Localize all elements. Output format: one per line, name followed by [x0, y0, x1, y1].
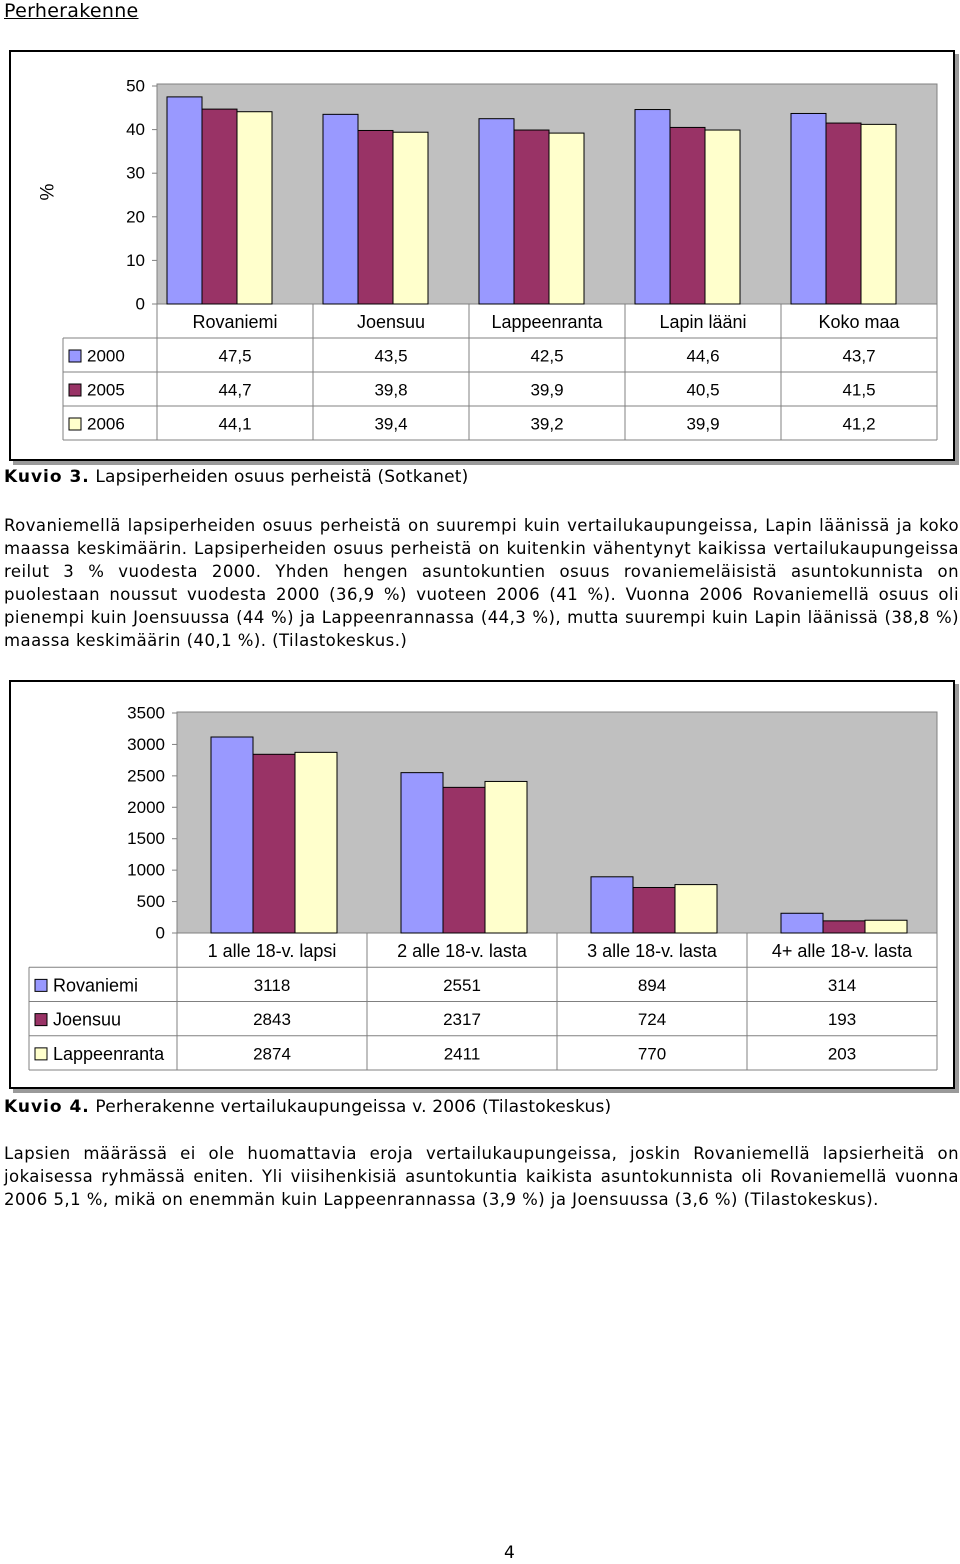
- x-tick-label: Koko maa: [818, 312, 900, 332]
- data-label: 42,5: [530, 346, 564, 366]
- figure-3-caption: [4, 467, 468, 487]
- legend-key: [69, 418, 81, 430]
- data-label: 39,2: [530, 414, 564, 434]
- legend-label: Rovaniemi: [53, 975, 139, 996]
- data-label: 44,6: [686, 346, 720, 366]
- y-tick-label: 3000: [127, 734, 165, 754]
- legend-label: 2006: [87, 414, 125, 434]
- bar: [253, 754, 295, 933]
- page-number: 4: [504, 1543, 515, 1563]
- data-label: 2874: [253, 1044, 291, 1064]
- legend-key: [69, 350, 81, 362]
- data-label: 724: [637, 1010, 667, 1030]
- bar: [591, 877, 633, 933]
- y-tick-label: 0: [155, 923, 165, 943]
- page-header: Perherakenne: [4, 0, 139, 22]
- bar: [323, 114, 358, 304]
- bar: [635, 110, 670, 304]
- bar: [358, 130, 393, 304]
- chart-family-share-svg: [11, 52, 953, 459]
- y-tick-label: 50: [126, 76, 145, 96]
- x-tick-label: Lappeenranta: [491, 312, 603, 332]
- data-label: 39,8: [374, 380, 408, 400]
- data-label: 43,7: [842, 346, 876, 366]
- chart-family-structure-svg: [11, 682, 953, 1087]
- bar: [485, 781, 527, 933]
- figure-4-text: Perherakenne vertailukaupungeissa v. 2006 (Tilastokeskus): [89, 1097, 612, 1117]
- bar: [549, 133, 584, 304]
- bar: [443, 787, 485, 933]
- figure-4-caption: [4, 1097, 611, 1117]
- bar: [826, 123, 861, 304]
- bar: [861, 124, 896, 304]
- bar: [670, 127, 705, 304]
- legend-key: [69, 384, 81, 396]
- data-label: 894: [637, 975, 667, 995]
- bar: [401, 773, 443, 933]
- y-tick-label: 20: [126, 207, 145, 227]
- y-tick-label: 1500: [127, 829, 165, 849]
- chart-family-structure: [9, 680, 955, 1089]
- bar: [295, 752, 337, 933]
- data-label: 770: [637, 1044, 667, 1064]
- y-tick-label: 1000: [127, 860, 165, 880]
- x-tick-label: 4+ alle 18-v. lasta: [771, 941, 913, 962]
- bar: [479, 119, 514, 304]
- data-label: 40,5: [686, 380, 720, 400]
- figure-4-label: Kuvio 4.: [4, 1097, 90, 1117]
- data-label: 314: [827, 975, 857, 995]
- bar: [823, 921, 865, 933]
- bar: [211, 737, 253, 933]
- data-label: 203: [827, 1044, 857, 1064]
- bar: [167, 97, 202, 304]
- data-label: 2843: [253, 1010, 291, 1030]
- bar: [705, 130, 740, 304]
- bar: [633, 887, 675, 933]
- y-tick-label: 3500: [127, 703, 165, 723]
- bar: [865, 920, 907, 933]
- data-label: 193: [827, 1010, 857, 1030]
- bar: [393, 132, 428, 304]
- data-label: 3118: [253, 975, 291, 995]
- y-tick-label: 2000: [127, 797, 165, 817]
- legend-label: 2005: [87, 380, 125, 400]
- bar: [202, 109, 237, 304]
- paragraph-1: Rovaniemellä lapsiperheiden osuus perheistä on suurempi kuin vertailukaupungeissa, Lapin läänissä ja koko maassa keskimäärin. Lapsiperheiden osuus perheistä on kuitenkin vähentynyt kaikissa vertailukaupungeissa reilut 3 % vuodesta 2000. Yhden hengen asuntokuntien osuus rovaniemeläisistä asuntokunnista on puolestaan noussut vuodesta 2000 (36,9 %) vuoteen 2006 (41 %). Vuonna 2006 Rovaniemellä osuus oli pienempi kuin Joensuussa (44 %) ja Lappeenrannassa (44,3 %), mutta suurempi kuin Lapin läänissä (38,8 %) maassa keskimäärin (40,1 %). (Tilastokeskus.): [4, 516, 959, 650]
- data-label: 47,5: [218, 346, 252, 366]
- figure-3-text: Lapsiperheiden osuus perheistä (Sotkanet): [89, 467, 469, 487]
- bar: [781, 913, 823, 933]
- x-tick-label: 3 alle 18-v. lasta: [587, 941, 717, 962]
- legend-key: [35, 1048, 47, 1060]
- legend-label: 2000: [87, 346, 125, 366]
- data-label: 41,2: [842, 414, 876, 434]
- data-label: 2317: [443, 1010, 481, 1030]
- x-tick-label: Rovaniemi: [192, 312, 278, 332]
- data-label: 43,5: [374, 346, 408, 366]
- chart-family-share: [9, 50, 955, 461]
- data-label: 39,4: [374, 414, 408, 434]
- bar: [514, 130, 549, 304]
- data-label: 39,9: [530, 380, 564, 400]
- y-tick-label: 0: [135, 294, 145, 314]
- y-tick-label: 40: [126, 120, 145, 140]
- data-label: 44,7: [218, 380, 252, 400]
- legend-label: Lappeenranta: [53, 1043, 165, 1064]
- bar: [791, 113, 826, 304]
- y-tick-label: 10: [126, 250, 145, 270]
- x-tick-label: Lapin lääni: [659, 312, 747, 332]
- y-tick-label: 30: [126, 163, 145, 183]
- data-label: 41,5: [842, 380, 876, 400]
- legend-key: [35, 979, 47, 991]
- x-tick-label: Joensuu: [356, 312, 426, 332]
- y-tick-label: 2500: [127, 766, 165, 786]
- x-tick-label: 2 alle 18-v. lasta: [397, 941, 527, 962]
- legend-label: Joensuu: [53, 1009, 122, 1030]
- legend-key: [35, 1014, 47, 1026]
- y-axis-title: %: [37, 183, 59, 201]
- figure-3-label: Kuvio 3.: [4, 467, 90, 487]
- paragraph-2: Lapsien määrässä ei ole huomattavia eroja vertailukaupungeissa, joskin Rovaniemellä lapsierheitä on jokaisessa ryhmässä eniten. Yli viisihenkisiä asuntokuntia kaikista asuntokunnista oli Rovaniemellä vuonna 2006 5,1 %, mikä on enemmän kuin Lappeenrannassa (3,9 %) ja Joensuussa (3,6 %) (Tilastokeskus).: [4, 1144, 959, 1209]
- data-label: 44,1: [218, 414, 252, 434]
- data-label: 2411: [443, 1044, 481, 1064]
- data-label: 39,9: [686, 414, 720, 434]
- data-label: 2551: [443, 975, 481, 995]
- x-tick-label: 1 alle 18-v. lapsi: [207, 941, 337, 962]
- bar: [675, 885, 717, 933]
- y-tick-label: 500: [136, 892, 165, 912]
- bar: [237, 112, 272, 304]
